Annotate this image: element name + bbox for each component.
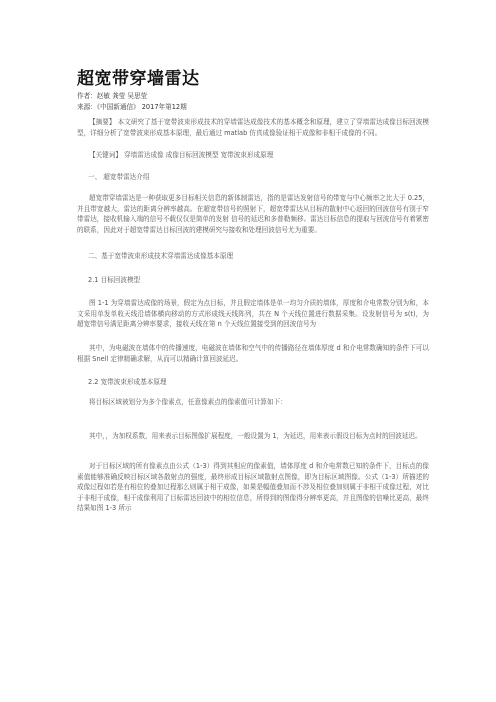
section-2-2-paragraph-2: 其中，，为加权系数，用来表示目标图像扩展程度，一般设置为 1，为延迟，用来表示假设目标为点时的回波延迟。 bbox=[89, 432, 422, 440]
abstract: 【摘要】 本文研究了基于宽带波束形成技术的穿墙雷达成像技术的基本概念和原理，建立了穿墙雷达成像目标回波模型，详细分析了宽带波束形成基本原理，最后通过 matlab 仿真成像验证相干成像和非相干成像的不同。 bbox=[77, 118, 429, 137]
article-title: 超宽带穿墙雷达 bbox=[77, 69, 200, 89]
section-2-1-paragraph-1: 图 1-1 为穿墙雷达成像的场景，假定为点目标，并且假定墙体是单一均匀介质的墙体，厚度和介电常数分别为和，本文采用单发单收天线沿墙体横向移动的方式形成线天线阵列，共在 N 个天线位置进行数据采集。设发射信号为 s(t)，为超宽带信号满足距离分辨率要求，接收天线在第 n 个天线位置接受到的回波信号为 bbox=[77, 299, 429, 329]
section-2-2-paragraph-1: 将目标区域被划分为多个像素点，任意像素点的像素值可计算如下： bbox=[89, 398, 287, 406]
article-authors: 作者：赵敏 龚莹 吴思莹 bbox=[77, 92, 148, 100]
section-2-heading: 二、基于宽带波束形成技术穿墙雷达成像基本原理 bbox=[88, 252, 234, 260]
section-1-paragraph: 超宽带穿墙雷达是一种获取更多目标相关信息的新体制雷达，指的是雷达发射信号的带宽与中心频率之比大于 0.25，并且带宽越大，雷达的距离分辨率越高。在超宽带信号的照射下，超宽带雷达从目标的散射中心返回的回波信号有别于窄带雷达，接收机输入端的信号不载仅仅是简单的发射 信号的延迟和多普勒频移。雷达目标信息的提取与回波信号有着紧密的联系，因此对于超宽带雷达目标回波的建模研究与接收和处理回波信号尤为重要。 bbox=[77, 194, 429, 234]
section-2-2-heading: 2.2 宽带波束形成基本原理 bbox=[88, 378, 167, 386]
keywords: 【关键词】 穿墙雷达成像 成像目标回波模型 宽带波束形成原理 bbox=[89, 151, 274, 159]
section-2-1-heading: 2.1 目标回波模型 bbox=[88, 276, 141, 284]
section-2-1-paragraph-2: 其中，为电磁波在墙体中的传播速度，电磁波在墙体和空气中的传播路径在墙体厚度 d 和介电常数确知的条件下可以根据 Snell 定律精确求解，从而可以精确计算回波延迟。 bbox=[77, 344, 429, 363]
section-1-heading: 一、 超宽带雷达介绍 bbox=[88, 173, 150, 181]
section-2-2-paragraph-3: 对于目标区域的所有像素点由公式（1-3）得到其相应的像素值，墙体厚度 d 和介电常数已知的条件下，目标点的像素值能够准确反映目标区域各散射点的强度，最终形成目标区域散射点图像，即为目标区域图像。公式（1-3）所描述的成像过程如若是有相位的叠加过程那么则属于相干成像，如果是幅值叠加而不涉及相位叠加则属于非相干成像过程，对比于非相干成像，相干成像利用了目标雷达回波中的相位信息，所得到的图像得分辨率更高，并且图像的信噪比更高，最终结果如图 1-3 所示 bbox=[77, 462, 429, 513]
article-source: 来源：《中国新通信》 2017年第12期 bbox=[77, 103, 187, 111]
